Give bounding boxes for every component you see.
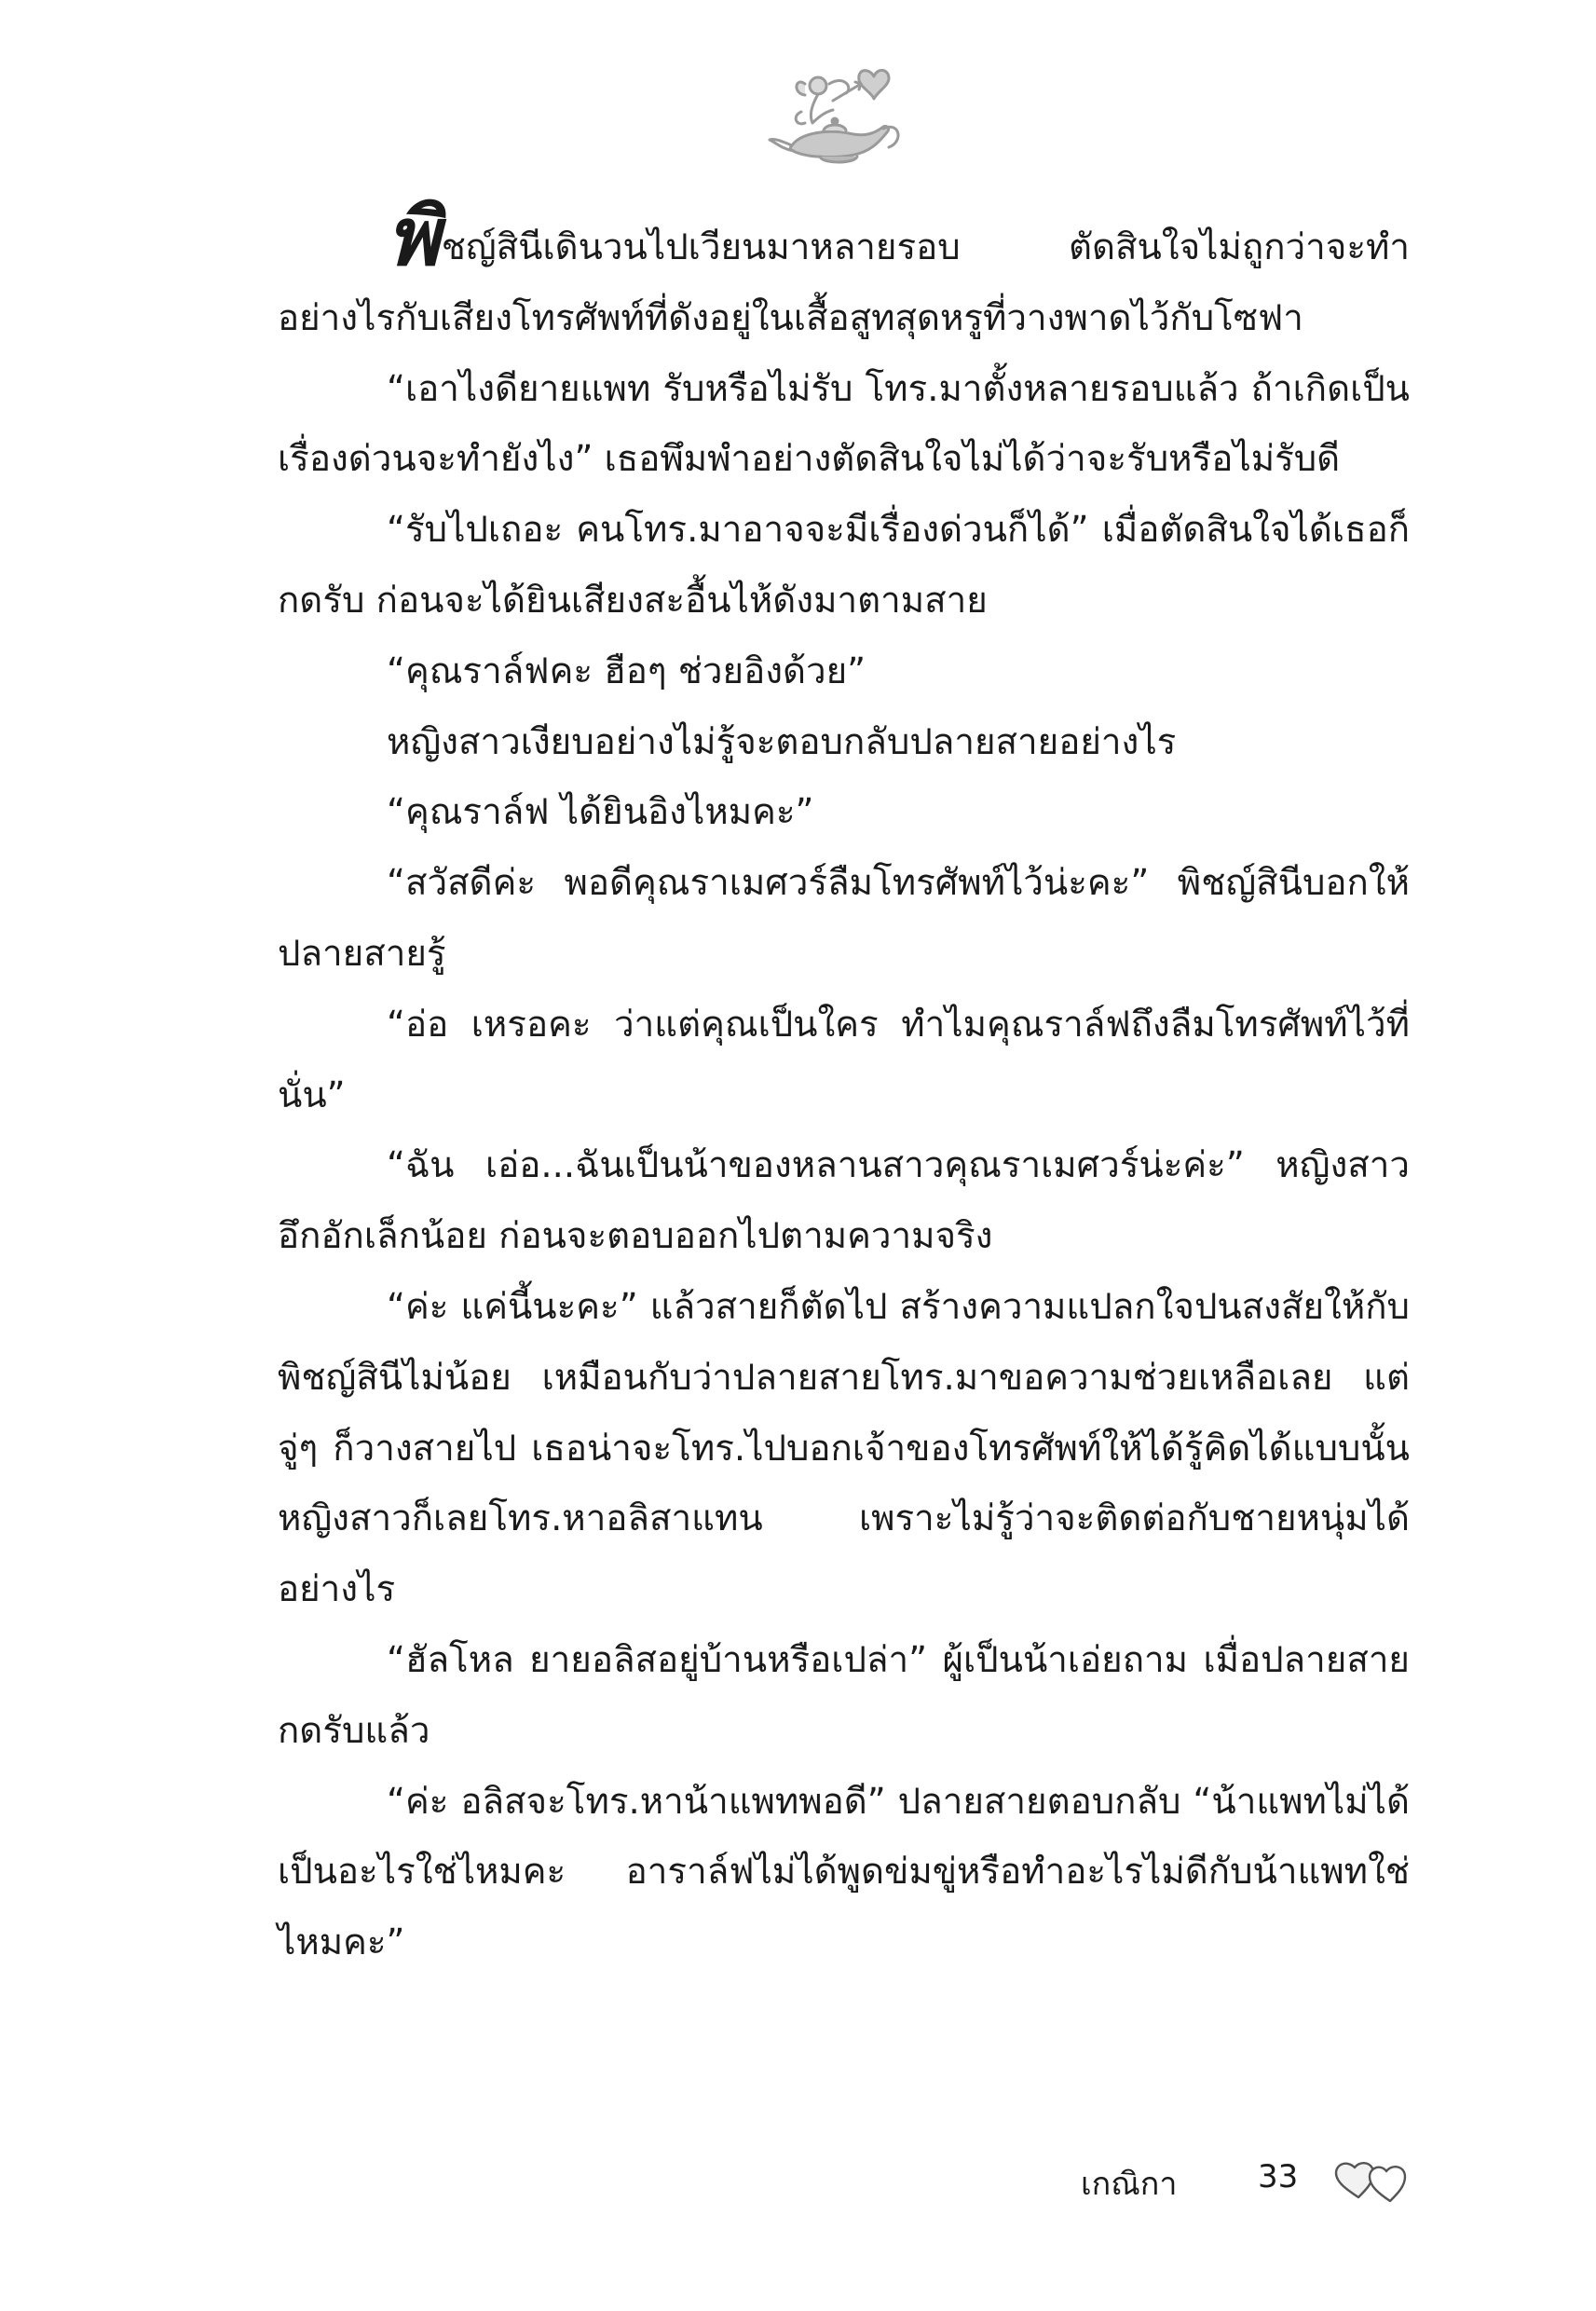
paragraph: “รับไปเถอะ คนโทร.มาอาจจะมีเรื่องด่วนก็ได้” เมื่อตัดสินใจได้เธอก็กดรับ ก่อนจะได้ยินเสียงสะอื้นไห้ดังมาตามสาย	[278, 509, 1410, 622]
paragraph: “คุณราล์ฟคะ ฮือๆ ช่วยอิงด้วย”	[387, 650, 866, 692]
genie-lamp-cupid-icon	[764, 56, 913, 177]
opening-paragraph	[278, 191, 1410, 354]
drop-cap: พิ	[387, 191, 440, 284]
double-heart-icon	[1330, 2153, 1424, 2208]
paragraph: “ฉัน เอ่อ...ฉันเป็นน้าของหลานสาวคุณราเมศวร์น่ะค่ะ” หญิงสาวอึกอักเล็กน้อย ก่อนจะตอบออกไปตามความจริง	[278, 1144, 1410, 1258]
page-number: 33	[1258, 2158, 1299, 2195]
paragraph: “สวัสดีค่ะ พอดีคุณราเมศวร์ลืมโทรศัพท์ไว้น่ะคะ” พิชญ์สินีบอกให้ปลายสายรู้	[278, 862, 1410, 975]
paragraph: “คุณราล์ฟ ได้ยินอิงไหมคะ”	[387, 791, 814, 834]
paragraph: “ค่ะ แค่นี้นะคะ” แล้วสายก็ตัดไป สร้างความแปลกใจปนสงสัยให้กับพิชญ์สินีไม่น้อย เหมือนกับว่าปลายสายโทร.มาขอความช่วยเหลือเลย แต่จู่ๆ ก็วางสายไป เธอน่าจะโทร.ไปบอกเจ้าของโทรศัพท์ให้ได้รู้คิดได้แบบนั้นหญิงสาวก็เลยโทร.หาอลิสาแทน เพราะไม่รู้ว่าจะติดต่อกับชายหนุ่มได้อย่างไร	[278, 1285, 1410, 1611]
opening-paragraph-text: ชญ์สินีเดินวนไปเวียนมาหลายรอบ ตัดสินใจไม่ถูกว่าจะทำอย่างไรกับเสียงโทรศัพท์ที่ดังอยู่ในเสื้อสูทสุดหรูที่วางพาดไว้กับโซฟา	[278, 226, 1410, 339]
paragraph: “ฮัลโหล ยายอลิสอยู่บ้านหรือเปล่า” ผู้เป็นน้าเอ่ยถาม เมื่อปลายสายกดรับแล้ว	[278, 1638, 1410, 1752]
page-footer	[1081, 2153, 1453, 2208]
paragraph: “ค่ะ อลิสจะโทร.หาน้าแพทพอดี” ปลายสายตอบกลับ “น้าแพทไม่ได้เป็นอะไรใช่ไหมคะ อาราล์ฟไม่ได้พูดข่มขู่หรือทำอะไรไม่ดีกับน้าแพทใช่ไหมคะ”	[278, 1780, 1410, 1964]
running-title: เกณิกา	[1081, 2166, 1178, 2203]
body-text	[278, 191, 1410, 1978]
paragraph: “เอาไงดียายแพท รับหรือไม่รับ โทร.มาตั้งหลายรอบแล้ว ถ้าเกิดเป็นเรื่องด่วนจะทำยังไง” เธอพึมพำอย่างตัดสินใจไม่ได้ว่าจะรับหรือไม่รับดี	[278, 367, 1410, 481]
paragraph: “อ่อ เหรอคะ ว่าแต่คุณเป็นใคร ทำไมคุณราล์ฟถึงลืมโทรศัพท์ไว้ที่นั่น”	[278, 1003, 1410, 1116]
paragraph: หญิงสาวเงียบอย่างไม่รู้จะตอบกลับปลายสายอย่างไร	[387, 720, 1177, 763]
